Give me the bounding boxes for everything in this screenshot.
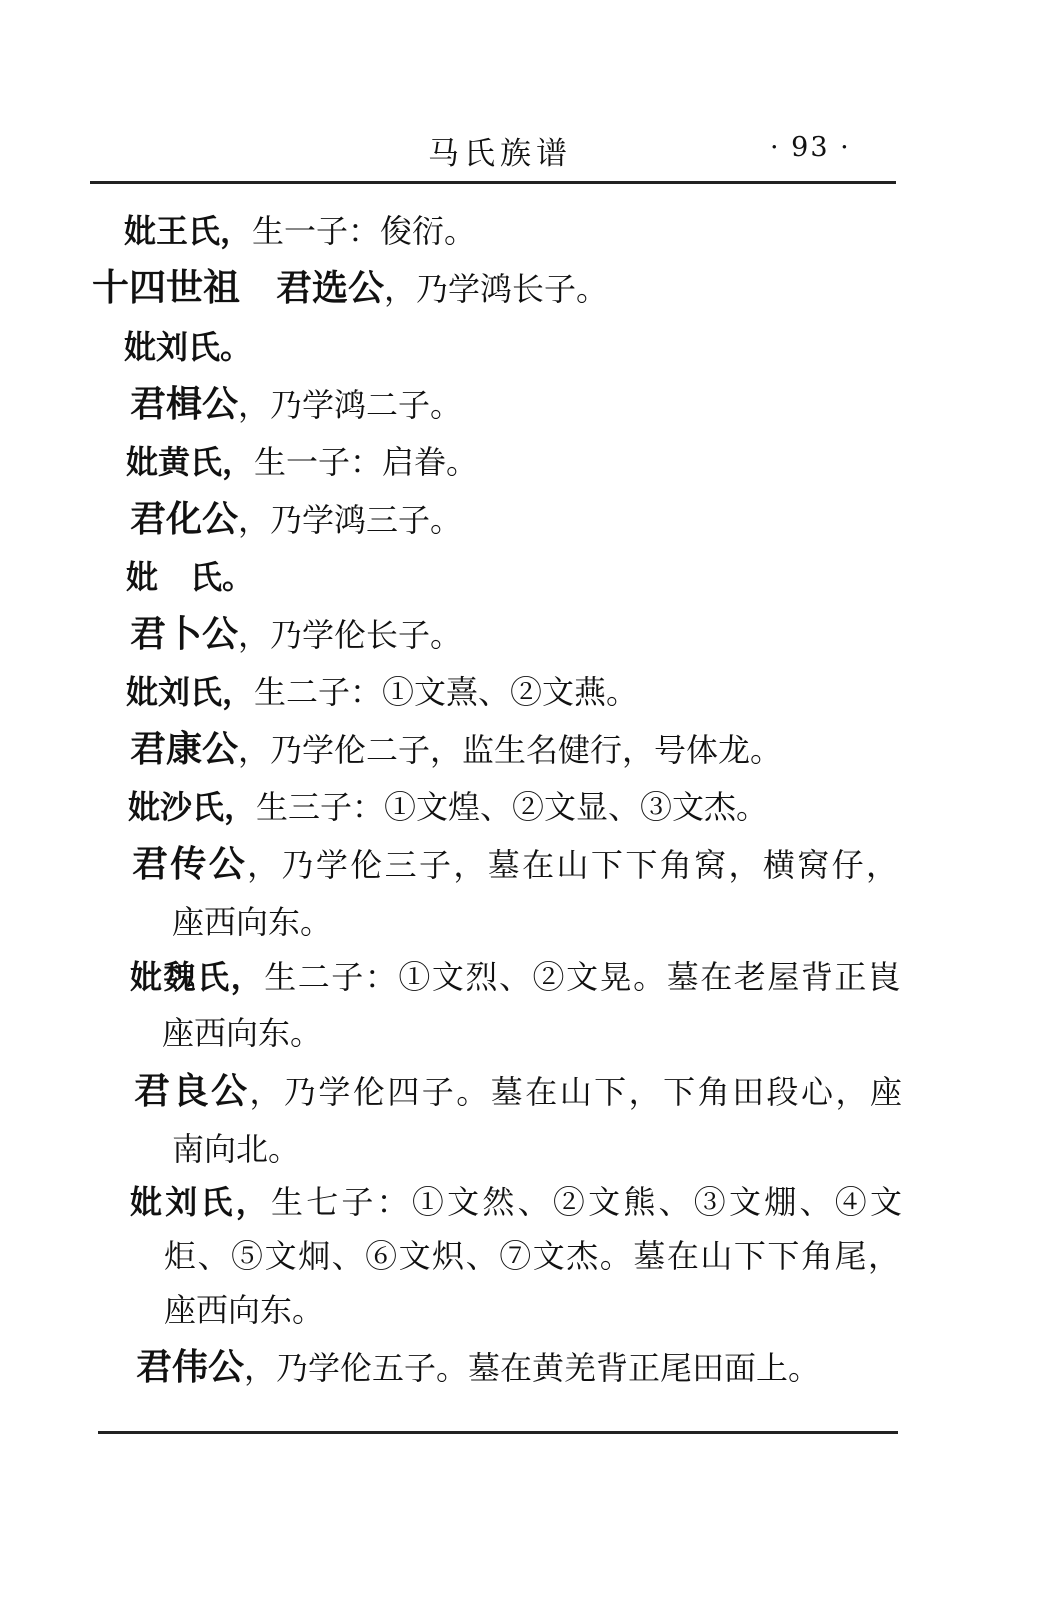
- entry-text: 生一子：俊衍。: [252, 212, 477, 250]
- entry-name: 君传公: [132, 844, 248, 885]
- entry-name: 君卜公: [130, 614, 239, 655]
- entry-bold: 妣黄氏，: [126, 443, 255, 481]
- entry-text: 生七子：①文然、②文熊、③文焩、④文: [270, 1183, 902, 1221]
- entry-text: 南向北。: [172, 1130, 301, 1168]
- entry-text: ，乃学伦五子。墓在黄羌背正尾田面上。: [244, 1349, 821, 1387]
- entry-bold: 妣沙氏，: [128, 788, 257, 826]
- entry-text: ，乃学鸿三子。: [238, 501, 463, 539]
- entry-line-2: [92, 268, 608, 309]
- entry-line-4: [130, 385, 462, 425]
- entry-line-17: [172, 1129, 300, 1169]
- entry-text: 座西向东。: [162, 1014, 323, 1052]
- entry-line-9: [126, 672, 638, 712]
- entry-line-8: [130, 615, 462, 655]
- entry-name: 君伟公: [136, 1347, 245, 1388]
- entry-bold: 妣魏氏，: [130, 958, 265, 996]
- entry-text: 座西向东。: [172, 903, 333, 941]
- entry-line-19: [164, 1236, 900, 1276]
- entry-text: ，乃学伦三子，墓在山下下角窝，横窝仔，: [247, 846, 898, 884]
- page-number: · 93 ·: [770, 132, 851, 163]
- entry-text: ，乃学伦二子，监生名健行，号体龙。: [238, 731, 783, 769]
- entry-name: 君化公: [130, 499, 239, 540]
- entry-text: ，乃学鸿长子。: [384, 270, 609, 308]
- entry-text: 生二子：①文烈、②文晃。墓在老屋背正崀: [264, 958, 900, 996]
- entry-bold: 妣刘氏，: [130, 1183, 271, 1221]
- entry-line-20: [164, 1290, 324, 1330]
- entry-line-12: [132, 845, 898, 885]
- entry-name: 君选公: [276, 268, 385, 309]
- footer-rule: [98, 1431, 898, 1434]
- entry-text: 座西向东。: [164, 1291, 325, 1329]
- entry-line-13: [172, 902, 332, 942]
- entry-text: 生三子：①文煌、②文显、③文杰。: [256, 788, 769, 826]
- entry-name: 君康公: [130, 729, 239, 770]
- header-rule: [90, 181, 896, 184]
- entry-text: 生一子：启眷。: [254, 443, 479, 481]
- entry-text: 生二子：①文熹、②文燕。: [254, 673, 639, 711]
- entry-line-1: [124, 211, 476, 251]
- entry-line-11: [128, 787, 768, 827]
- entry-text: 炬、⑤文炯、⑥文炽、⑦文杰。墓在山下下角尾，: [164, 1237, 900, 1275]
- entry-bold: 妣刘氏，: [126, 673, 255, 711]
- entry-text: ，乃学伦四子。墓在山下，下角田段心，座: [249, 1073, 902, 1111]
- entry-bold: 妣刘氏。: [124, 328, 253, 366]
- entry-line-18: [130, 1182, 902, 1222]
- page-header-title: 马氏族谱: [428, 136, 572, 172]
- entry-line-16: [134, 1072, 902, 1112]
- entry-text: ，乃学鸿二子。: [238, 386, 463, 424]
- entry-line-14: [130, 957, 900, 997]
- entry-name: 君良公: [134, 1071, 250, 1112]
- generation-label: 十四世祖: [92, 266, 240, 309]
- entry-line-21: [136, 1348, 820, 1388]
- entry-line-5: [126, 442, 478, 482]
- entry-text: ，乃学伦长子。: [238, 616, 463, 654]
- entry-line-6: [130, 500, 462, 540]
- entry-line-10: [130, 730, 782, 770]
- entry-bold: 妣王氏，: [124, 212, 253, 250]
- entry-line-7: [126, 557, 254, 597]
- entry-bold: 妣 氏。: [126, 558, 255, 596]
- entry-name: 君楫公: [130, 384, 239, 425]
- entry-line-15: [162, 1013, 322, 1053]
- entry-line-3: [124, 327, 252, 367]
